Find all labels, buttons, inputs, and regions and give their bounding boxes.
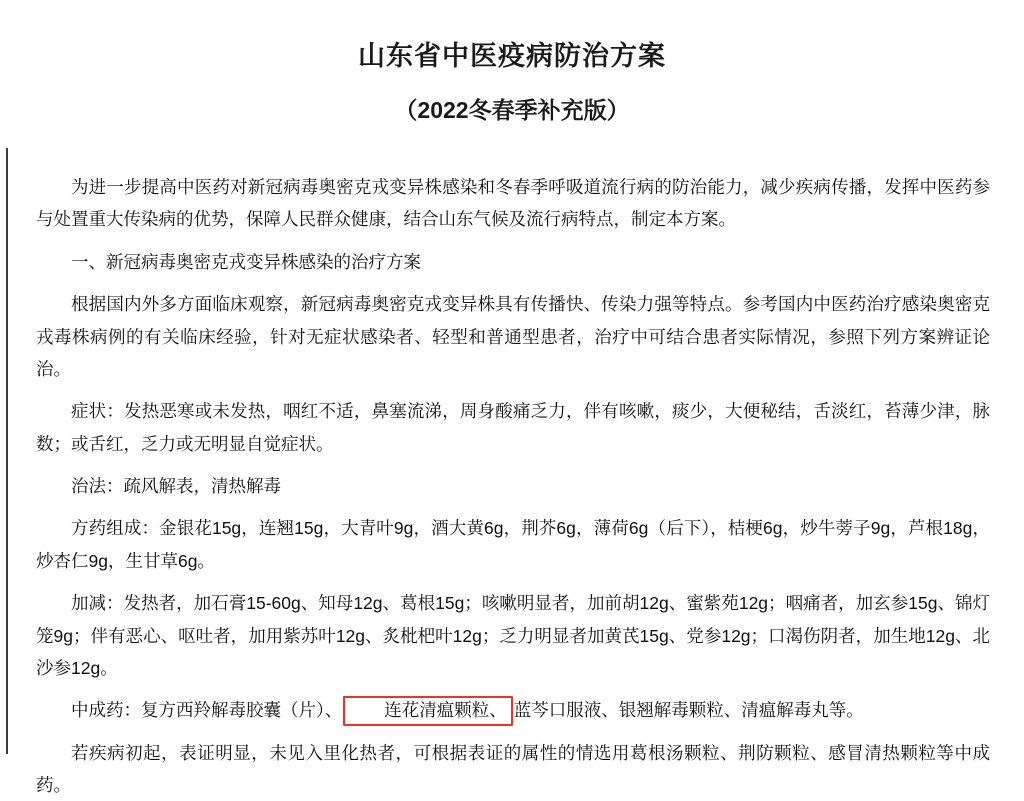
patent-medicine-prefix: 中成药：复方西羚解毒胶囊（片）、 [71,700,343,721]
paragraph-early-stage: 若疾病初起，表证明显，未见入里化热者，可根据表证的属性的情选用葛根汤颗粒、荆防颗粒、感冒清热颗粒等中成药。 [36,742,990,795]
paragraph-therapy: 治法：疏风解表，清热解毒 [71,476,281,496]
paragraph-symptoms: 症状：发热恶寒或未发热，咽红不适，鼻塞流涕，周身酸痛乏力，伴有咳嗽，痰少，大便秘结，舌淡红，苔薄少津，脉数；或舌红，乏力或无明显自觉症状。 [36,401,990,454]
patent-medicine-suffix: 蓝芩口服液、银翘解毒颗粒、清瘟解毒丸等。 [513,700,864,721]
highlighted-medicine: 连花清瘟颗粒、 [343,696,513,726]
page-subtitle: （2022冬春季补充版） [394,96,630,123]
paragraph-adjustments: 加减：发热者，加石膏15-60g、知母12g、葛根15g；咳嗽明显者，加前胡12g、蜜紫苑12g；咽痛者，加玄参15g、锦灯笼9g；伴有恶心、呕吐者，加用紫苏叶12g、炙枇杷叶12g；乏力明显者加黄芪15g、党参12g；口渴伤阴者，加生地12g、北沙参12g。 [36,593,990,678]
paragraph-intro: 为进一步提高中医药对新冠病毒奥密克戎变异株感染和冬春季呼吸道流行病的防治能力，减少疾病传播，发挥中医药参与处置重大传染病的优势，保障人民群众健康，结合山东气候及流行病特点，制定本方案。 [36,177,990,230]
document-body [22,171,1002,801]
left-margin-rule [6,148,8,754]
page-title: 山东省中医疫病防治方案 [358,41,666,71]
paragraph-formula: 方药组成：金银花15g，连翘15g，大青叶9g，酒大黄6g，荆芥6g，薄荷6g（后下），桔梗6g，炒牛蒡子9g，芦根18g，炒杏仁9g，生甘草6g。 [36,518,990,571]
paragraph-patent-medicine [36,694,990,726]
section-heading-one: 一、新冠病毒奥密克戎变异株感染的治疗方案 [71,251,421,272]
paragraph-clinical-observation: 根据国内外多方面临床观察，新冠病毒奥密克戎变异株具有传播快、传染力强等特点。参考国内中医药治疗感染奥密克戎毒株病例的有关临床经验，针对无症状感染者、轻型和普通型患者，治疗中可结合患者实际情况，参照下列方案辨证论治。 [36,294,990,379]
